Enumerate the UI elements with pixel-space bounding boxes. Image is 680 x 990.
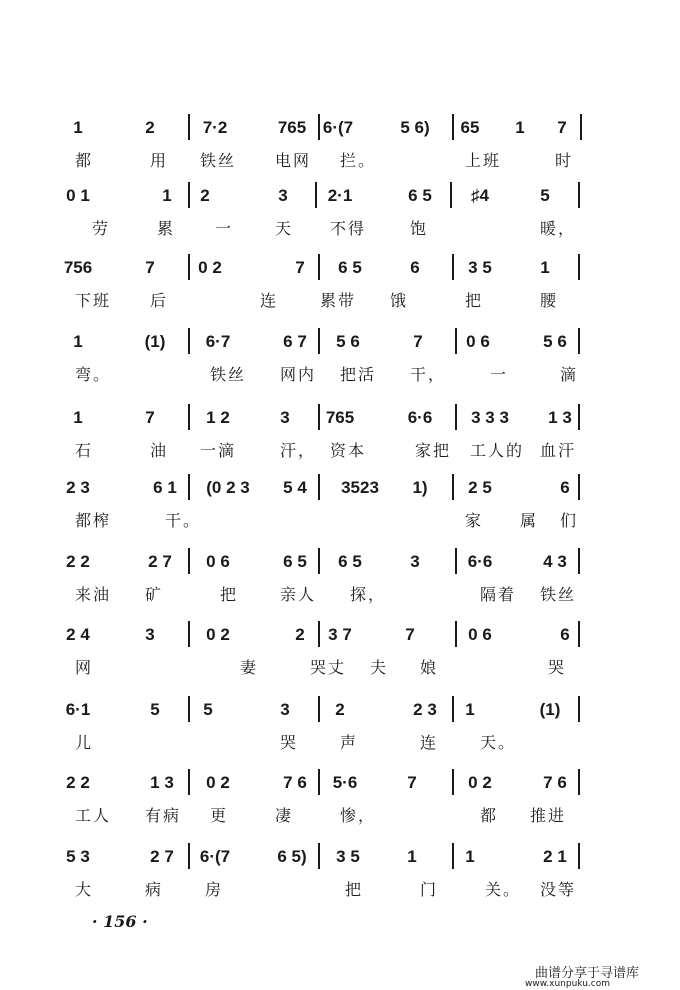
- barline: [188, 621, 190, 647]
- note-group: 6 5: [283, 552, 307, 571]
- lyric-text: 有病: [145, 806, 182, 825]
- note-group: 756: [63, 258, 93, 277]
- note-group: 5 3: [66, 847, 90, 866]
- note-group: 2 5: [468, 478, 492, 497]
- lyric-text: 哭丈: [310, 658, 347, 677]
- lyric-text: 把: [220, 585, 239, 604]
- lyric-text: 滴: [560, 365, 579, 384]
- lyric-text: 饱: [410, 219, 429, 238]
- lyric-text: 血汗: [540, 441, 577, 460]
- barline: [452, 254, 454, 280]
- note-group: 1: [73, 118, 83, 137]
- lyric-text: 都: [75, 151, 94, 170]
- note-group: 1): [412, 478, 428, 497]
- lyric-text: 把: [345, 880, 364, 899]
- barline: [580, 114, 582, 140]
- note-group: 6 7: [283, 332, 307, 351]
- lyric-text: 更: [210, 806, 229, 825]
- barline: [188, 769, 190, 795]
- barline: [578, 474, 580, 500]
- lyric-text: 妻: [240, 658, 259, 677]
- lyric-text: 腰: [540, 291, 559, 310]
- note-group: 0 2: [198, 258, 222, 277]
- note-group: 6·6: [467, 552, 493, 571]
- lyric-text: 大: [75, 880, 94, 899]
- note-group: (1): [144, 332, 166, 351]
- note-group: 0 2: [468, 773, 492, 792]
- barline: [452, 474, 454, 500]
- note-group: 5: [150, 700, 160, 719]
- lyric-text: 连: [260, 291, 279, 310]
- note-group: 6 5: [408, 186, 432, 205]
- note-group: 3: [278, 186, 288, 205]
- barline: [455, 548, 457, 574]
- note-group: 2 3: [66, 478, 90, 497]
- lyric-text: 声: [340, 733, 359, 752]
- barline: [578, 254, 580, 280]
- note-group: 6 1: [153, 478, 177, 497]
- barline: [315, 182, 317, 208]
- note-group: 3 5: [336, 847, 360, 866]
- note-group: 1: [162, 186, 172, 205]
- note-group: 2: [200, 186, 210, 205]
- note-group: 2: [145, 118, 155, 137]
- note-group: 3: [145, 625, 155, 644]
- note-group: 3: [280, 700, 290, 719]
- note-group: 1: [465, 700, 475, 719]
- note-group: 7: [405, 625, 415, 644]
- watermark-url: www.xunpuku.com: [525, 979, 610, 989]
- note-group: 65: [460, 118, 480, 137]
- lyric-text: 来油: [75, 585, 112, 604]
- lyric-text: 拦。: [340, 151, 377, 170]
- lyric-text: 凄: [275, 806, 294, 825]
- barline: [578, 182, 580, 208]
- barline: [318, 254, 320, 280]
- note-group: 1 3: [548, 408, 572, 427]
- note-group: 6·6: [407, 408, 433, 427]
- note-group: 2 1: [543, 847, 567, 866]
- note-group: 5: [203, 700, 213, 719]
- lyric-text: 夫: [370, 658, 389, 677]
- barline: [578, 404, 580, 430]
- barline: [455, 328, 457, 354]
- barline: [188, 843, 190, 869]
- note-group: 3 7: [328, 625, 352, 644]
- lyric-text: 都: [480, 806, 499, 825]
- lyric-text: 铁丝: [210, 365, 247, 384]
- note-group: (0 2 3: [206, 478, 250, 497]
- barline: [188, 182, 190, 208]
- note-group: 5 4: [283, 478, 307, 497]
- note-group: 7: [295, 258, 305, 277]
- barline: [318, 114, 320, 140]
- note-group: 2 2: [66, 773, 90, 792]
- note-group: 1: [465, 847, 475, 866]
- lyric-text: 隔着: [480, 585, 517, 604]
- note-group: 5 6: [543, 332, 567, 351]
- lyric-text: 娘: [420, 658, 439, 677]
- note-group: 5: [540, 186, 550, 205]
- note-group: 2: [335, 700, 345, 719]
- note-group: 6·7: [205, 332, 231, 351]
- barline: [452, 696, 454, 722]
- lyric-text: 上班: [465, 151, 502, 170]
- barline: [318, 769, 320, 795]
- barline: [452, 843, 454, 869]
- barline: [188, 328, 190, 354]
- lyric-text: 亲人: [280, 585, 317, 604]
- note-group: 3: [280, 408, 290, 427]
- note-group: 765: [277, 118, 307, 137]
- lyric-text: 网: [75, 658, 94, 677]
- lyric-text: 惨，: [340, 806, 377, 825]
- watermark-title: 曲谱分享于寻谱库: [535, 966, 640, 981]
- note-group: 2 3: [413, 700, 437, 719]
- note-group: 5 6): [400, 118, 430, 137]
- note-group: 2: [295, 625, 305, 644]
- barline: [188, 696, 190, 722]
- lyric-text: 病: [145, 880, 164, 899]
- barline: [578, 843, 580, 869]
- lyric-text: 矿: [145, 585, 164, 604]
- note-group: 1 3: [150, 773, 174, 792]
- note-group: (1): [539, 700, 561, 719]
- lyric-text: 家: [465, 511, 484, 530]
- barline: [450, 182, 452, 208]
- lyric-text: 工人: [75, 806, 112, 825]
- note-group: 1: [540, 258, 550, 277]
- lyric-text: 没等: [540, 880, 577, 899]
- note-group: 6: [410, 258, 420, 277]
- lyric-text: 干，: [410, 365, 447, 384]
- barline: [578, 621, 580, 647]
- note-group: 7: [145, 258, 155, 277]
- lyric-text: 天: [275, 219, 294, 238]
- note-group: 1 2: [206, 408, 230, 427]
- lyric-text: 铁丝: [200, 151, 237, 170]
- lyric-text: 下班: [75, 291, 112, 310]
- note-group: 5·6: [332, 773, 358, 792]
- barline: [455, 404, 457, 430]
- lyric-text: 网内: [280, 365, 317, 384]
- lyric-text: 儿: [75, 733, 94, 752]
- note-group: 3 5: [468, 258, 492, 277]
- barline: [318, 621, 320, 647]
- lyric-text: 都榨: [75, 511, 112, 530]
- note-group: 6 5: [338, 552, 362, 571]
- lyric-text: 干。: [165, 511, 202, 530]
- note-group: 6·(7: [322, 118, 354, 137]
- lyric-text: 关。: [485, 880, 522, 899]
- note-group: 5 6: [336, 332, 360, 351]
- note-group: 7 6: [283, 773, 307, 792]
- note-group: 2 2: [66, 552, 90, 571]
- note-group: 765: [325, 408, 355, 427]
- lyric-text: 劳: [92, 219, 111, 238]
- lyric-text: 哭: [280, 733, 299, 752]
- note-group: 0 6: [468, 625, 492, 644]
- lyric-text: 暖，: [540, 219, 577, 238]
- lyric-text: 属: [520, 511, 539, 530]
- note-group: 7·2: [202, 118, 228, 137]
- note-group: 0 2: [206, 773, 230, 792]
- lyric-text: 一滴: [200, 441, 237, 460]
- lyric-text: 推进: [530, 806, 567, 825]
- lyric-text: 饿: [390, 291, 409, 310]
- lyric-text: 累: [157, 219, 176, 238]
- lyric-text: 资本: [330, 441, 367, 460]
- page-number: · 156 ·: [92, 912, 148, 931]
- note-group: 2 7: [150, 847, 174, 866]
- lyric-text: 弯。: [75, 365, 112, 384]
- barline: [318, 474, 320, 500]
- lyric-text: 后: [150, 291, 169, 310]
- lyric-text: 连: [420, 733, 439, 752]
- lyric-text: 们: [560, 511, 579, 530]
- lyric-text: 把: [465, 291, 484, 310]
- barline: [318, 548, 320, 574]
- barline: [452, 769, 454, 795]
- note-group: 1: [407, 847, 417, 866]
- lyric-text: 天。: [480, 733, 517, 752]
- lyric-text: 一: [215, 219, 234, 238]
- note-group: 1: [73, 332, 83, 351]
- barline: [455, 621, 457, 647]
- barline: [188, 474, 190, 500]
- note-group: 6 5: [338, 258, 362, 277]
- lyric-text: 家把: [415, 441, 452, 460]
- barline: [578, 548, 580, 574]
- note-group: 3: [410, 552, 420, 571]
- note-group: ♯4: [471, 186, 489, 205]
- note-group: 6: [560, 478, 570, 497]
- note-group: 1: [73, 408, 83, 427]
- barline: [318, 843, 320, 869]
- barline: [578, 769, 580, 795]
- lyric-text: 哭: [548, 658, 567, 677]
- note-group: 7: [413, 332, 423, 351]
- note-group: 2 4: [66, 625, 90, 644]
- lyric-text: 电网: [275, 151, 312, 170]
- note-group: 3523: [341, 478, 379, 497]
- note-group: 2·1: [327, 186, 353, 205]
- lyric-text: 门: [420, 880, 439, 899]
- barline: [188, 404, 190, 430]
- note-group: 7 6: [543, 773, 567, 792]
- note-group: 3 3 3: [471, 408, 509, 427]
- lyric-text: 用: [150, 151, 169, 170]
- lyric-text: 工人的: [470, 441, 525, 460]
- barline: [578, 328, 580, 354]
- note-group: 7: [145, 408, 155, 427]
- barline: [318, 328, 320, 354]
- note-group: 2 7: [148, 552, 172, 571]
- lyric-text: 铁丝: [540, 585, 577, 604]
- note-group: 1: [515, 118, 525, 137]
- note-group: 6: [560, 625, 570, 644]
- lyric-text: 时: [555, 151, 574, 170]
- lyric-text: 油: [150, 441, 169, 460]
- barline: [188, 254, 190, 280]
- lyric-text: 一: [490, 365, 509, 384]
- barline: [578, 696, 580, 722]
- barline: [188, 548, 190, 574]
- barline: [188, 114, 190, 140]
- note-group: 4 3: [543, 552, 567, 571]
- note-group: 0 1: [66, 186, 90, 205]
- barline: [452, 114, 454, 140]
- note-group: 6 5): [277, 847, 307, 866]
- note-group: 6·(7: [199, 847, 231, 866]
- lyric-text: 探，: [350, 585, 387, 604]
- barline: [318, 696, 320, 722]
- note-group: 7: [407, 773, 417, 792]
- note-group: 0 6: [206, 552, 230, 571]
- barline: [318, 404, 320, 430]
- lyric-text: 房: [205, 880, 224, 899]
- lyric-text: 累带: [320, 291, 357, 310]
- lyric-text: 把活: [340, 365, 377, 384]
- note-group: 0 6: [466, 332, 490, 351]
- note-group: 0 2: [206, 625, 230, 644]
- lyric-text: 不得: [330, 219, 367, 238]
- note-group: 6·1: [65, 700, 91, 719]
- lyric-text: 汗，: [280, 441, 317, 460]
- note-group: 7: [557, 118, 567, 137]
- lyric-text: 石: [75, 441, 94, 460]
